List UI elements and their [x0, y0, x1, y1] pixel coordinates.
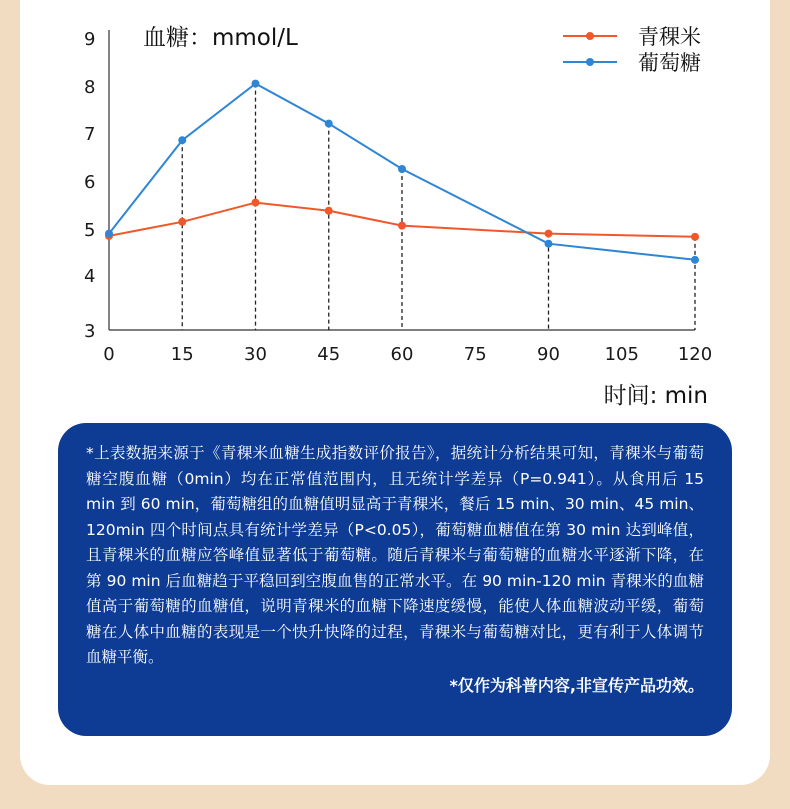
- data-point: [398, 165, 406, 173]
- data-point: [178, 136, 186, 144]
- legend-label: 葡萄糖: [638, 51, 701, 75]
- data-point: [398, 222, 406, 230]
- note-body: *上表数据来源于《青稞米血糖生成指数评价报告》，据统计分析结果可知，青稞米与葡萄糖空腹血糖（0min）均在正常值范围内，且无统计学差异（P=0.941）。从食用后 15 min 到 60 min，葡萄糖组的血糖值明显高于青稞米，餐后 15 min、30 min、45 min、120min 四个时间点具有统计学差异（P<0.05），葡萄糖血糖值在第 30 min 达到峰值，且青稞米的血糖应答峰值显著低于葡萄糖。随后青稞米与葡萄糖的血糖水平逐渐下降，在第 90 min 后血糖趋于平稳回到空腹血售的正常水平。在 90 min-120 min 青稞米的血糖值高于葡萄糖的血糖值，说明青稞米的血糖下降速度缓慢，能使人体血糖波动平缓，葡萄糖在人体中血糖的表现是一个快升快降的过程，青稞米与葡萄糖对比，更有利于人体调节血糖平衡。: [86, 444, 704, 666]
- data-point: [691, 233, 699, 241]
- data-point: [252, 199, 260, 207]
- chart-legend: [563, 25, 701, 75]
- x-tick-labels: [103, 344, 712, 365]
- legend-marker: [586, 58, 594, 66]
- series-points: [105, 80, 699, 264]
- chart-title: 血糖：mmol/L: [143, 25, 298, 51]
- dashed-guides: [182, 84, 695, 330]
- data-point: [325, 207, 333, 215]
- note-footer: *仅作为科普内容,非宣传产品功效。: [449, 675, 704, 695]
- explanation-note: [58, 423, 732, 736]
- data-point: [252, 80, 260, 88]
- data-point: [545, 230, 553, 238]
- data-point: [325, 120, 333, 128]
- y-tick-label: 7: [84, 124, 96, 145]
- y-tick-label: 8: [84, 77, 96, 98]
- legend-label: 青稞米: [638, 25, 701, 49]
- x-tick-label: 60: [390, 344, 414, 365]
- y-tick-label: 3: [84, 321, 96, 342]
- x-tick-label: 0: [103, 344, 115, 365]
- x-tick-label: 105: [604, 344, 639, 365]
- x-tick-label: 90: [537, 344, 560, 365]
- x-tick-label: 30: [244, 344, 267, 365]
- y-tick-label: 5: [84, 220, 96, 241]
- data-point: [178, 218, 186, 226]
- y-tick-label: 4: [84, 266, 96, 287]
- data-point: [545, 240, 553, 248]
- x-axis-label: 时间: min: [603, 383, 708, 409]
- x-tick-label: 75: [463, 344, 487, 365]
- y-tick-labels: [84, 29, 95, 342]
- data-point: [105, 230, 113, 238]
- x-tick-label: 45: [317, 344, 341, 365]
- legend-marker: [586, 32, 594, 40]
- x-tick-label: 120: [677, 344, 713, 365]
- y-tick-label: 6: [84, 172, 96, 193]
- x-tick-label: 15: [170, 344, 194, 365]
- y-tick-label: 9: [84, 29, 96, 50]
- data-point: [691, 256, 699, 264]
